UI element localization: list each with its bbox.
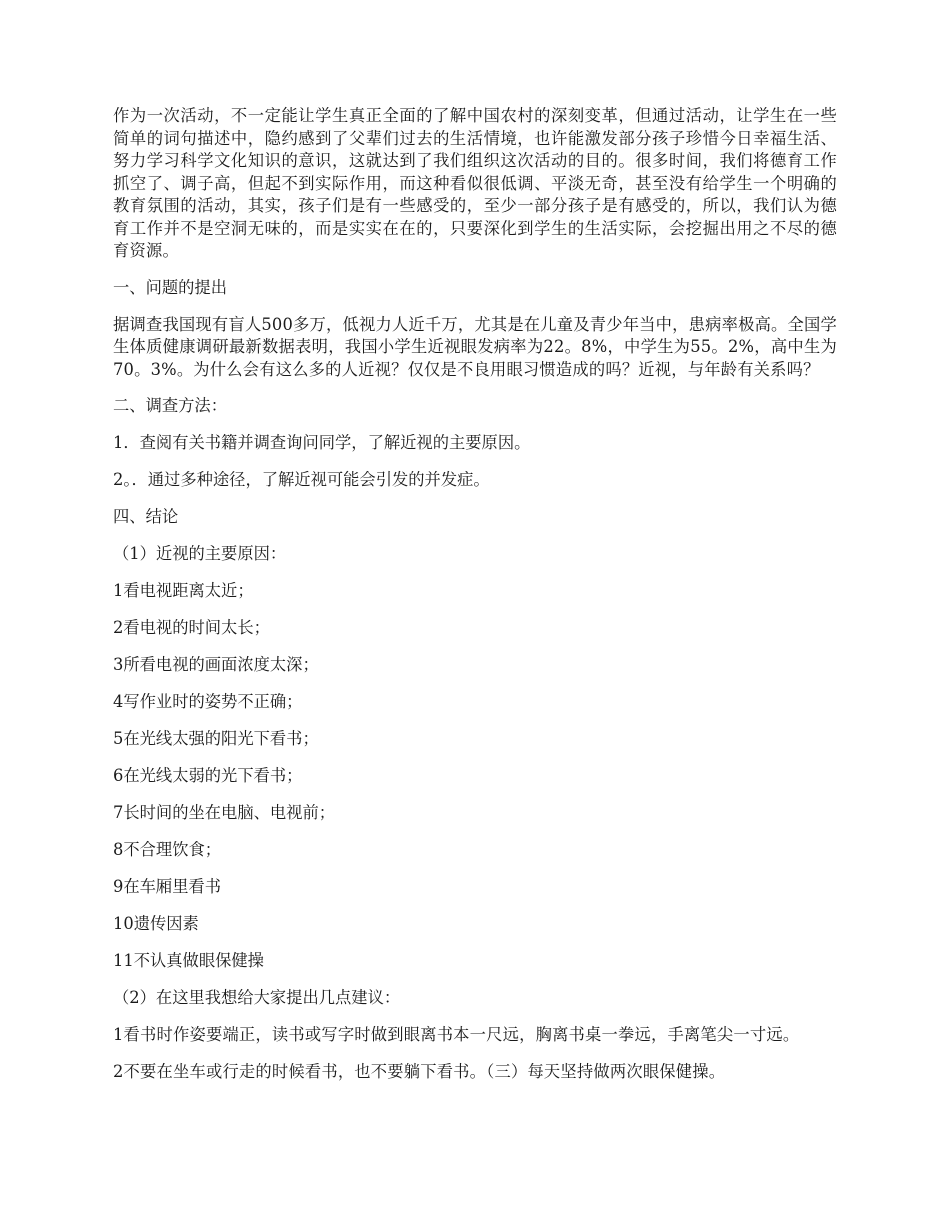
document-page: [113, 105, 837, 1097]
section-heading-method: 二、调查方法：: [113, 396, 227, 415]
cause-item: 2看电视的时间太长；: [113, 618, 270, 637]
causes-heading: （1）近视的主要原因：: [113, 544, 287, 563]
suggestions-heading: （2）在这里我想给大家提出几点建议：: [113, 988, 401, 1007]
problem-paragraph: 据调查我国现有盲人500多万，低视力人近千万，尤其是在儿童及青少年当中，患病率极高。全国学生体质健康调研最新数据表明，我国小学生近视眼发病率为22。8%，中学生为55。2%，高中生为70。3%。为什么会有这么多的人近视？仅仅是不良用眼习惯造成的吗？近视，与年龄有关系吗？: [113, 314, 837, 379]
cause-item: 11不认真做眼保健操: [113, 951, 264, 970]
cause-item: 5在光线太强的阳光下看书；: [113, 729, 319, 748]
cause-item: 1看电视距离太近；: [113, 581, 254, 600]
cause-item: 4写作业时的姿势不正确；: [113, 692, 303, 711]
section-heading-conclusion: 四、结论: [113, 507, 179, 526]
suggestion-item-1: 1看书时作姿要端正，读书或写字时做到眼离书本一尺远，胸离书桌一拳远，手离笔尖一寸远。: [113, 1025, 800, 1044]
cause-item: 9在车厢里看书: [113, 877, 222, 896]
method-item-1: 1．查阅有关书籍并调查询问同学，了解近视的主要原因。: [113, 433, 531, 452]
cause-item: 8不合理饮食；: [113, 840, 222, 859]
intro-paragraph: 作为一次活动，不一定能让学生真正全面的了解中国农村的深刻变革，但通过活动，让学生在一些简单的词句描述中，隐约感到了父辈们过去的生活情境，也许能激发部分孩子珍惜今日幸福生活、努力学习科学文化知识的意识，这就达到了我们组织这次活动的目的。很多时间，我们将德育工作抓空了、调子高，但起不到实际作用，而这种看似很低调、平淡无奇，甚至没有给学生一个明确的教育氛围的活动，其实，孩子们是有一些感受的，至少一部分孩子是有感受的，所以，我们认为德育工作并不是空洞无味的，而是实实在在的，只要深化到学生的生活实际，会挖掘出用之不尽的德育资源。: [113, 106, 837, 260]
method-item-2: 2。．通过多种途径，了解近视可能会引发的并发症。: [113, 470, 490, 489]
section-heading-problem: 一、问题的提出: [113, 277, 227, 297]
suggestion-item-2: 2不要在坐车或行走的时候看书，也不要躺下看书。（三）每天坚持做两次眼保健操。: [113, 1061, 726, 1081]
cause-item: 3所看电视的画面浓度太深；: [113, 655, 319, 674]
cause-item: 6在光线太弱的光下看书；: [113, 766, 303, 785]
cause-item: 10遗传因素: [113, 914, 199, 933]
cause-item: 7长时间的坐在电脑、电视前；: [113, 803, 336, 822]
